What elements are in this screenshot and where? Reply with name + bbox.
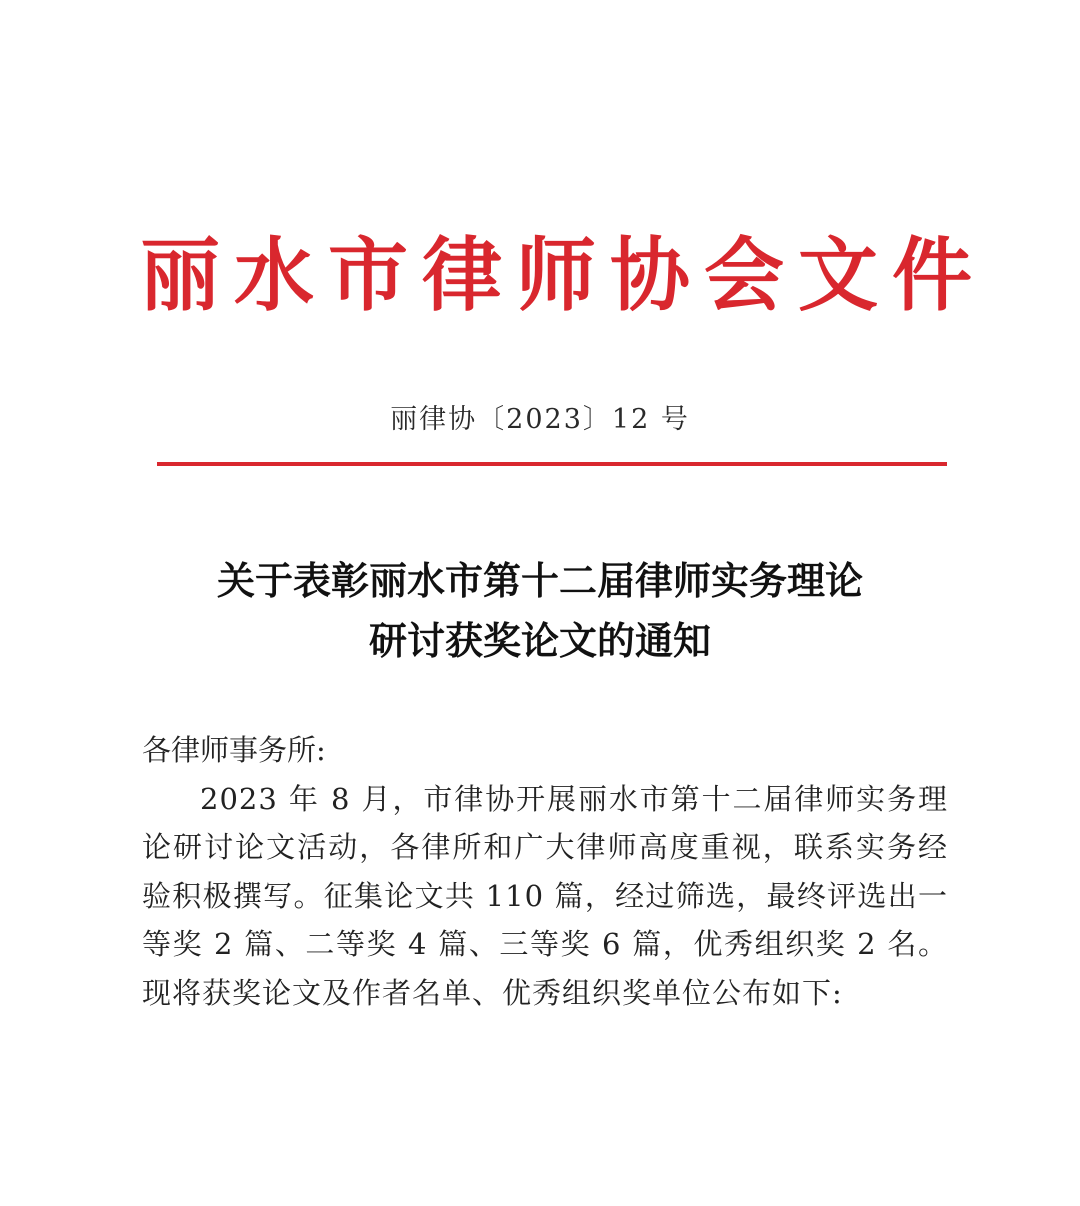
- notice-title-line-1: 关于表彰丽水市第十二届律师实务理论: [216, 558, 863, 603]
- red-divider-line: [157, 462, 947, 466]
- body-paragraph: 2023 年 8 月，市律协开展丽水市第十二届律师实务理论研讨论文活动，各律所和广大律师高度重视，联系实务经验积极撰写。征集论文共 110 篇，经过筛选，最终评选出一等奖 2 篇、二等奖 4 篇、三等奖 6 篇，优秀组织奖 2 名。现将获奖论文及作者名单、优秀组织奖单位公布如下:: [142, 781, 948, 1010]
- salutation: 各律师事务所:: [142, 733, 326, 767]
- notice-body: [142, 726, 948, 1017]
- notice-title-line-2: 研讨获奖论文的通知: [368, 618, 711, 663]
- masthead-title: 丽水市律师协会文件: [140, 229, 986, 322]
- notice-title: [0, 551, 1080, 671]
- document-number: 丽律协〔2023〕12 号: [390, 404, 690, 435]
